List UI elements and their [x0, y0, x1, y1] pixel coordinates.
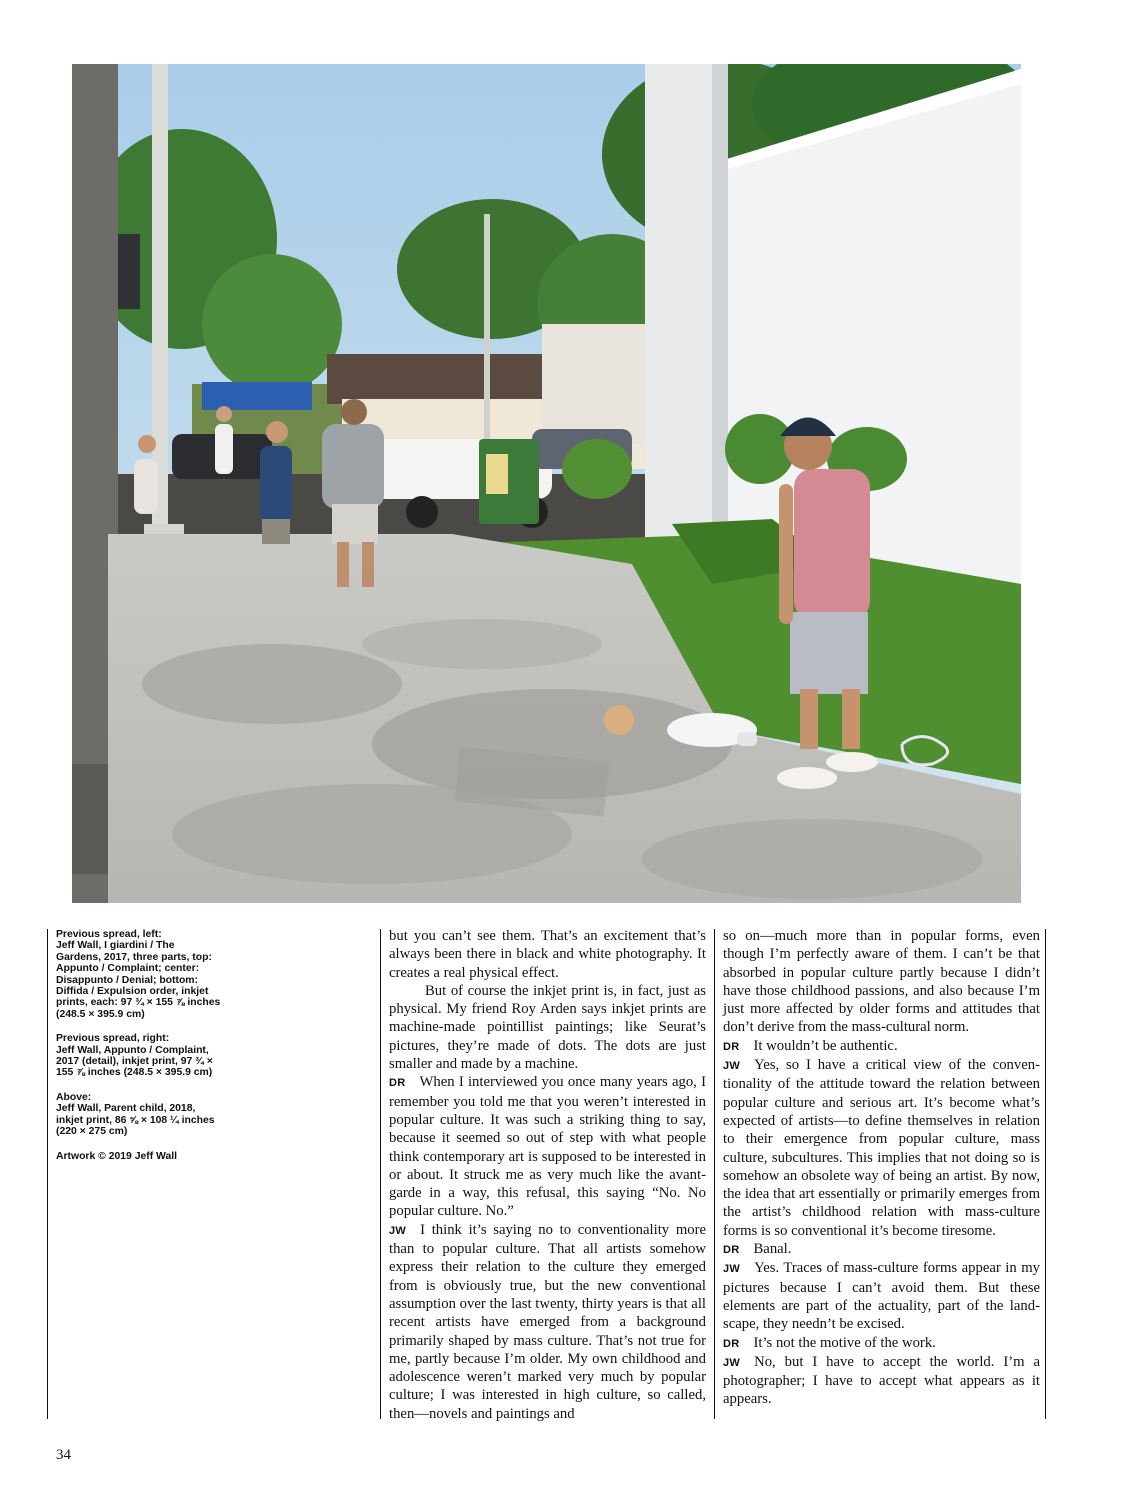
- caption-previous-right: Previous spread, right: Jeff Wall, Appunto / Complaint, 2017 (detail), inkjet print, 97 ¾ × 155 ⅞ inches (248.5 × 395.9 cm): [56, 1033, 213, 1079]
- dialogue-paragraph: DR When I interviewed you once many years ago, I remember you told me that you weren’t interested in popular culture. It was such a striking thing to say, because it seemed so out of step with what people think contemporary art is supposed to be interested in or about. It struck me as very much like the avant-garde in a way, this refusal, this saying “No. No popular culture. No.”: [389, 1074, 706, 1220]
- text-column-1: [389, 927, 706, 1423]
- photograph-parent-child: [72, 64, 1021, 903]
- paragraph: but you can’t see them. That’s an excitement that’s always been there in black and white photography. It creates a real physical effect.: [389, 928, 706, 981]
- column-rule-left: [47, 929, 48, 1419]
- dialogue-paragraph: JW No, but I have to accept the world. I’m a photographer; I have to accept what appears as it appears.: [723, 1353, 1040, 1408]
- speaker-label: JW: [723, 1060, 741, 1073]
- dialogue-paragraph: JW I think it’s saying no to conventionality more than to popular culture. That all artists somehow express their relation to the culture they emerged from is obviously true, but the new conventional assumption over the last twenty, thirty years is that all recent artists have emerged from a background primarily shaped by mass culture. That’s not true for me, partly because I’m older. My own childhood and adolescence weren’t marked very much by popular culture; I was interested in high culture, so called, then—novels and paintings and: [389, 1221, 706, 1422]
- dialogue-paragraph: DR It wouldn’t be authentic.: [723, 1037, 898, 1054]
- speaker-label: JW: [723, 1263, 741, 1276]
- paragraph: so on—much more than in popular forms, even though I’m perfectly aware of them. I can’t be that absorbed in popular culture partly because I didn’t have those childhood passions, and also because I’m just more affected by older forms and attitudes that don’t derive from the mass-cultural norm.: [723, 928, 1040, 1036]
- column-rule-middle-left: [380, 929, 381, 1419]
- paragraph: But of course the inkjet print is, in fact, just as physical. My friend Roy Arden says inkjet prints are machine-made pointillist paintings; like Seurat’s pictures, they’re made of dots. The dots are just smaller and made by a machine.: [389, 982, 706, 1073]
- column-rule-middle-right: [714, 929, 715, 1419]
- image-captions: [56, 929, 221, 1175]
- caption-copyright: Artwork © 2019 Jeff Wall: [56, 1150, 178, 1162]
- dialogue-paragraph: JW Yes, so I have a critical view of the conventionality of the attitude toward the relation between popular culture and serious art. It’s become what’s expected of artists—to define themselves in relation to their emergence from popular culture, mass culture, subcultures. This implies that not doing so is somehow an obsolete way of being an artist. By now, the idea that art essentially or primarily emerges from the artist’s childhood relation with mass-culture forms is so conventional it’s become tiresome.: [723, 1057, 1040, 1239]
- speaker-label: JW: [389, 1224, 407, 1237]
- speaker-label: DR: [723, 1337, 740, 1350]
- page-number: 34: [56, 1447, 71, 1463]
- caption-previous-left: Previous spread, left: Jeff Wall, I giardini / The Gardens, 2017, three parts, top: Appunto / Complaint; center: Disappunto / Denial; bottom: Diffida / Expulsion order, inkjet prints, each: 97 ¾ × 155 ⅞ inches (248.5 × 395.9 cm): [56, 929, 221, 1020]
- speaker-label: DR: [723, 1040, 740, 1053]
- speaker-label: JW: [723, 1356, 741, 1369]
- caption-above: Above: Jeff Wall, Parent child, 2018, inkjet print, 86 ⅝ × 108 ¼ inches (220 × 275 cm): [56, 1091, 215, 1138]
- dialogue-paragraph: DR It’s not the motive of the work.: [723, 1334, 936, 1351]
- text-column-2: [723, 927, 1040, 1409]
- dialogue-paragraph: JW Yes. Traces of mass-culture forms appear in my pictures because I can’t avoid them. But these elements are part of the actuality, part of the landscape, they needn’t be excised.: [723, 1260, 1040, 1333]
- column-rule-right: [1045, 929, 1046, 1419]
- speaker-label: DR: [723, 1244, 740, 1257]
- dialogue-paragraph: DR Banal.: [723, 1241, 792, 1258]
- speaker-label: DR: [389, 1077, 406, 1090]
